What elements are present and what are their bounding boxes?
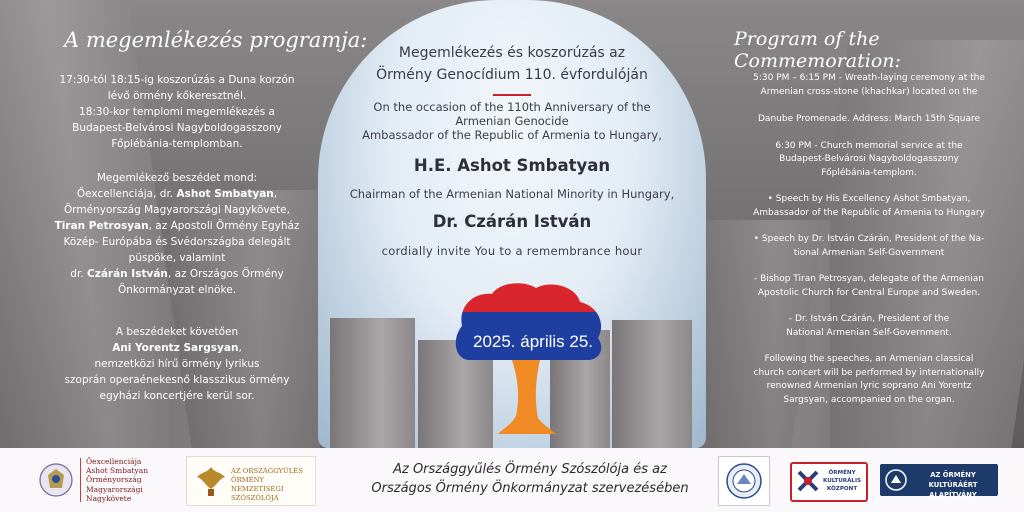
pillar bbox=[330, 318, 415, 448]
knot-icon bbox=[795, 468, 821, 494]
round-seal-icon bbox=[725, 462, 763, 500]
tree-trunk bbox=[498, 360, 556, 434]
left-schedule: 17:30-tól 18:15-ig koszorúzás a Duna korzón lévő örmény kőkeresztnél. 18:30-kor templomi megemlékezés a Budapest-Belvárosi Nagyboldogasszony Főplébánia-templomban. bbox=[59, 74, 295, 150]
center-title: Megemlékezés és koszorúzás az Örmény Genocídium 110. évfordulóján bbox=[376, 45, 648, 83]
red-divider bbox=[493, 94, 531, 96]
footer-bar bbox=[0, 448, 1024, 512]
speaker-name: Ashot Smbatyan bbox=[176, 188, 274, 200]
embassy-text: Őexcellenciája Ashot Smbatyan Örményország Magyarországi Nagykövete bbox=[86, 457, 149, 503]
eagle-emblem-icon bbox=[193, 463, 229, 499]
host-name-1: H.E. Ashot Smbatyan bbox=[413, 156, 611, 175]
speaker-name: Czárán István bbox=[87, 268, 168, 280]
armenia-coat-of-arms-icon bbox=[38, 462, 74, 498]
cultural-center-logo: ÖRMÉNY KULTURÁLIS KÖZPONT bbox=[790, 462, 868, 502]
foundation-emblem-icon bbox=[884, 468, 908, 492]
event-date: 2025. április 25. bbox=[472, 332, 594, 351]
foundation-logo: AZ ÖRMÉNY KULTÚRÁÉRT ALAPÍTVÁNY bbox=[880, 464, 998, 496]
parliament-logo: AZ ORSZÁGGYŰLÉS ÖRMÉNY NEMZETISÉGI SZÓSZÓLÓJA bbox=[186, 456, 316, 506]
organizer-text: Az Országgyűlés Örmény Szószólója és az Országos Örmény Önkormányzat szervezésében bbox=[371, 462, 689, 496]
host-name-2: Dr. Czárán István bbox=[432, 212, 592, 231]
left-speakers: Megemlékező beszédet mond: Őexcellenciája, dr. Ashot Smbatyan, Örményország Magyarországi Nagykövete, Tiran Petrosyan, az Apostoli Örmény Egyház Közép- Európába és Svédországba delegált püspöke, valamint dr. Czárán István, az Országos Örmény Önkormányzat elnöke. bbox=[54, 172, 300, 296]
left-heading: A megemlékezés programja: bbox=[64, 28, 368, 52]
singer-name: Ani Yorentz Sargsyan bbox=[112, 342, 239, 354]
tree-flag-illustration bbox=[448, 278, 608, 458]
self-government-logo bbox=[718, 456, 770, 506]
embassy-divider bbox=[80, 458, 81, 502]
center-invitation: On the occasion of the 110th Anniversary of the Armenian Genocide Ambassador of the Republic of Armenia to Hungary, H.E. Ashot Smbatyan Chairman of the Armenian National Minority in Hungary, Dr. Czárán István cordially invite You to a remembrance hour bbox=[338, 100, 686, 258]
speaker-name: Tiran Petrosyan bbox=[54, 220, 149, 232]
left-concert: A beszédeket követően Ani Yorentz Sargsyan, nemzetközi hírű örmény lyrikus szoprán operaénekesnő klasszikus örmény egyházi koncertjére kerül sor. bbox=[64, 326, 290, 402]
right-schedule: 5:30 PM – 6:15 PM - Wreath-laying ceremony at the Armenian cross-stone (khachkar) located on the Danube Promenade. Address: March 15th Square 6:30 PM - Church memorial service at the Budapest-Belvárosi Nagyboldogasszony Főplébánia-templom. • Speech by His Excellency Ashot Smbatyan, Ambassador of the Republic of Armenia to Hungary • Speech by Dr. István Czárán, President of the Na- tional Armenian Self-Government - Bishop Tiran Petrosyan, delegate of the Armenian Apostolic Church for Central Europe and Sweden. - Dr. István Czárán, President of the National Armenian Self-Government. Following the speeches, an Armenian classical church concert will be performed by internationally renowned Armenian lyric soprano Ani Yorentz Sargsyan, accompanied on the organ. bbox=[753, 73, 985, 405]
pillar bbox=[612, 320, 692, 448]
right-heading: Program of the Commemoration: bbox=[734, 28, 901, 72]
